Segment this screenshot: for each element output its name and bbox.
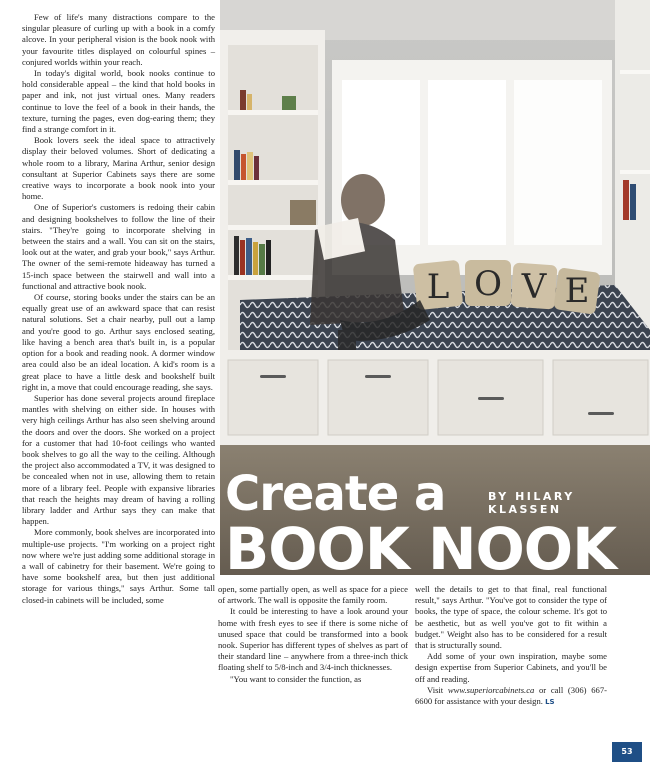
paragraph: "You want to consider the function, as [230,673,362,684]
article-column-right [415,584,607,708]
pillow-letter-o: O [474,264,502,304]
article-column-middle [218,584,408,685]
signoff-mark: LS [545,698,555,707]
paragraph: Add some of your own inspiration, maybe some design expertise from Superior Cabinets, and you'll be off and reading. [415,651,607,684]
paragraph: well the details to get to that final, real functional result," says Arthur. "You've got to consider the type of books, the type of space, the colour scheme. It's got to be aesthetic, but as well you've got to fit within a budget." Weight also has to be considered for a result that is structurally sound. [415,584,607,651]
page-number: 53 [612,742,642,762]
paragraph: In today's digital world, book nooks continue to hold considerable appeal – the kind that hold books in paper and ink, not just virtual ones. Many readers continue to love the feel of a book in their hands, the texture, turning the pages, even dog-earing them; they find a strange comfort in it. [22,68,215,135]
closing-paragraph [415,685,607,708]
paragraph: open, some partially open, as well as space for a piece of artwork. The wall is opposite the family room. [218,584,408,606]
pillow-letter-l: L [426,267,450,307]
website-link[interactable]: www.superiorcabinets.ca [447,684,535,695]
pillow-letter-e: E [564,271,590,311]
paragraph: Of course, storing books under the stairs can be an equally great use of an awkward space that can resist natural solutions. Set a chair nearby, pull out a lamp and you're good to go. Arthur says enclosed seating, like having a bench area that's built in, is a popular option for a book and reading nook. A dormer window area could also be an ideal location. A kid's room is a great place to have a little desk and bookshelf built right in, a move that could encourage reading, she says. [22,292,215,392]
paragraph: More commonly, book shelves are incorporated into multiple-use projects. "I'm working on a project right now where we're just adding some additional storage in a wall of cabinetry for their basement. We're going to have some bookshelf area, but then just additional storage for various things," says Arthur. Some tall closed-in cabinets will be included, some [22,527,215,605]
paragraph: One of Superior's customers is redoing their cabin and designing bookshelves to follow the line of their stairs. "They're going to incorporate shelving in between the stairs and a wall. You can sit on the stairs, look out at the water, and grab your book," says Arthur. The owner of the semi-remote hideaway has turned a 15-inch space between the stairwell and wall into a functional and attractive book nook. [22,202,215,291]
paragraph: It could be interesting to have a look around your home with fresh eyes to see if there is some niche of unused space that could be transformed into a book nook. Superior has different types of shelves as part of their standard line – anywhere from a three-inch thick floating shelf to 5/8-inch and 3/4-inch thicknesses. [218,606,408,673]
paragraph: Few of life's many distractions compare to the singular pleasure of curling up with a book in a comfy alcove. In your peripheral vision is the book nook with your favourite titles displayed on colourful spines – conjured worlds within your reach. [22,12,215,67]
headline-line2: BOOK NOOK [225,515,617,583]
closing-suffix: or call (306) 667-6600 for assistance with your design. [415,684,607,707]
pillow-letter-v: V [521,267,547,307]
article-column-left [22,12,215,606]
paragraph: Book lovers seek the ideal space to attractively display their beloved volumes. Short of dedicating a whole room to a library, Marina Arthur, senior design consultant at Superior Cabinets says there are some creative ways to incorporate a book nook into your home. [22,135,215,202]
paragraph: Superior has done several projects around fireplace mantles with shelving on either side. In houses with very high ceilings Arthur has also seen shelving around the doors and over the doors. She worked on a project for a customer that had 10-foot ceilings who wanted book shelves to go all the way to the ceiling. Although the project also accommodated a TV, it was designed to be concealed when not in use, allowing them to retain more of a library feel. People with expansive libraries that reach the heights may dream of having a rolling library ladder and Arthur says they can make that happen. [22,392,215,527]
closing-prefix: Visit [427,684,448,695]
byline: BY HILARY KLASSEN [488,490,575,516]
headline-line1: Create a [225,466,446,522]
